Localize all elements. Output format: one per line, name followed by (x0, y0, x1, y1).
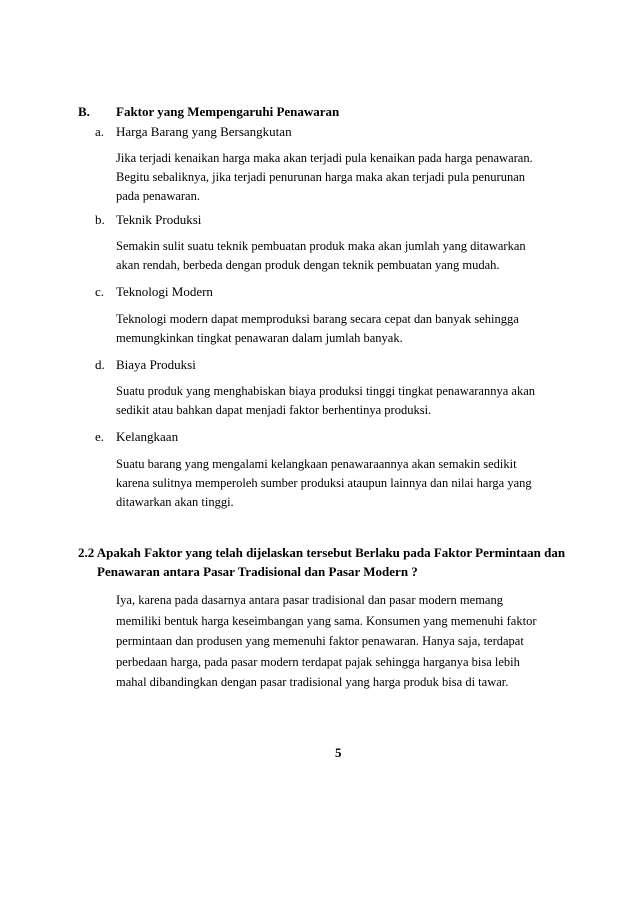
paragraph-line: Suatu produk yang menghabiskan biaya produksi tinggi tingkat penawarannya akan (116, 384, 535, 398)
section-22-heading-line2: Penawaran antara Pasar Tradisional dan Pasar Modern ? (97, 564, 418, 579)
paragraph-line: permintaan dan produsen yang memenuhi faktor penawaran. Hanya saja, terdapat (116, 634, 524, 648)
paragraph-line: karena sulitnya memperoleh sumber produksi ataupun lainnya dan nilai harga yang (116, 476, 532, 490)
paragraph-line: Jika terjadi kenaikan harga maka akan terjadi pula kenaikan pada harga penawaran. (116, 151, 533, 165)
paragraph-line: perbedaan harga, pada pasar modern terdapat pajak sehingga harganya bisa lebih (116, 654, 520, 669)
paragraph-line: pada penawaran. (116, 189, 200, 203)
item-d-marker: d. (95, 357, 105, 372)
paragraph-line: memiliki bentuk harga keseimbangan yang sama. Konsumen yang memenuhi faktor (116, 613, 537, 628)
item-e-marker: e. (95, 429, 105, 444)
item-a-marker: a. (95, 124, 105, 139)
section-b-label: B. (78, 104, 90, 119)
paragraph-line: mahal dibandingkan dengan pasar tradisional yang harga produk bisa di tawar. (116, 675, 509, 689)
item-b-paragraph (116, 237, 526, 275)
page-number: 5 (335, 745, 342, 760)
item-e-paragraph (116, 455, 532, 512)
paragraph-line: ditawarkan akan tinggi. (116, 495, 234, 509)
item-d-paragraph (116, 382, 535, 420)
section-22-heading-line1: 2.2 Apakah Faktor yang telah dijelaskan tersebut Berlaku pada Faktor Permintaan dan (78, 545, 566, 560)
item-d-title: Biaya Produksi (116, 357, 196, 372)
paragraph-line: Iya, karena pada dasarnya antara pasar tradisional dan pasar modern memang (116, 593, 503, 607)
paragraph-line: memungkinkan tingkat penawaran dalam jumlah banyak. (116, 331, 403, 345)
paragraph-line: akan rendah, berbeda dengan produk dengan teknik pembuatan yang mudah. (116, 258, 500, 272)
paragraph-line: Teknologi modern dapat memproduksi barang secara cepat dan banyak sehingga (116, 312, 519, 326)
section-b-title: Faktor yang Mempengaruhi Penawaran (116, 104, 340, 119)
section-22-paragraph (116, 590, 537, 693)
item-e-title: Kelangkaan (116, 429, 179, 444)
item-b-marker: b. (95, 212, 105, 227)
paragraph-line: Suatu barang yang mengalami kelangkaan penawaraannya akan semakin sedikit (116, 457, 517, 471)
item-b-title: Teknik Produksi (116, 212, 202, 227)
item-c-marker: c. (95, 284, 105, 299)
item-c-title: Teknologi Modern (116, 284, 213, 299)
paragraph-line: Semakin sulit suatu teknik pembuatan produk maka akan jumlah yang ditawarkan (116, 239, 526, 253)
item-a-title: Harga Barang yang Bersangkutan (116, 124, 292, 139)
paragraph-line: sedikit atau bahkan dapat menjadi faktor berhentinya produksi. (116, 403, 432, 417)
item-c-paragraph (116, 310, 519, 348)
paragraph-line: Begitu sebaliknya, jika terjadi penurunan harga maka akan terjadi pula penurunan (116, 170, 525, 184)
item-a-paragraph (116, 149, 533, 206)
